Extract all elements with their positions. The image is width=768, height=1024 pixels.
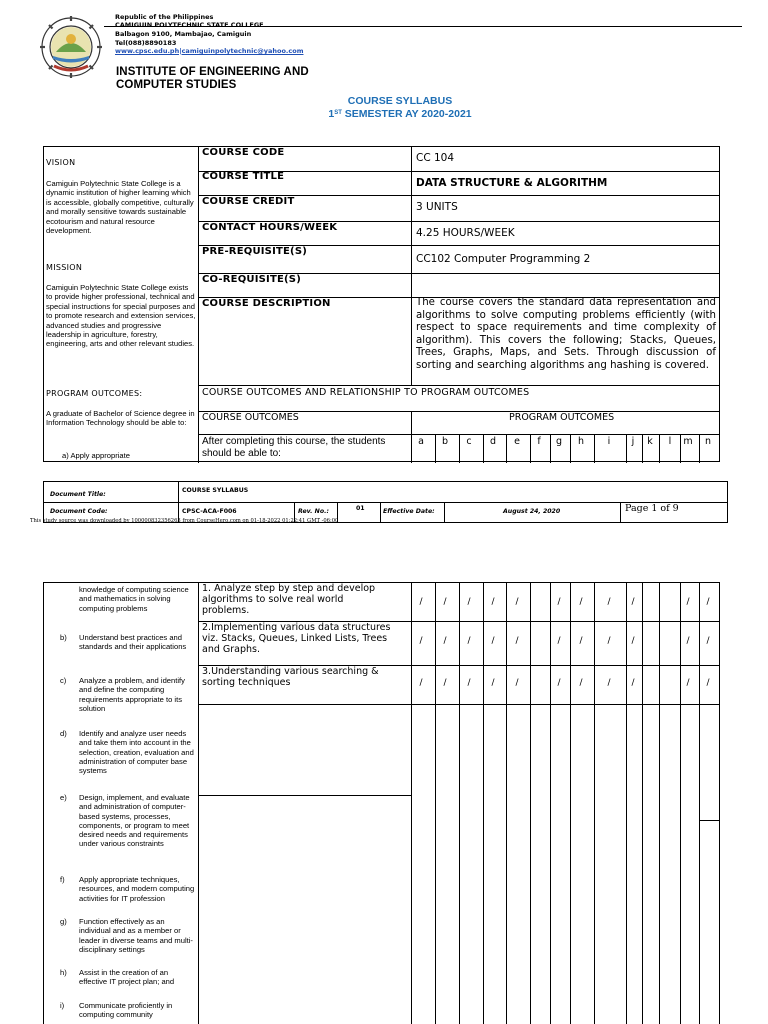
- mapping-mark: /: [557, 597, 561, 607]
- contact-hours-label: CONTACT HOURS/WEEK: [202, 222, 338, 233]
- course-outcome-1: 1. Analyze step by step and develop algorithms to solve real world problems.: [202, 583, 376, 616]
- program-outcomes-heading: PROGRAM OUTCOMES:: [46, 389, 143, 398]
- program-outcome-item-letter: d): [60, 729, 67, 738]
- program-outcome-letter-d: d: [489, 436, 497, 447]
- course-description-text: The course covers the standard data representation and algorithms to solve computing problems efficiently (with respect to space requirements and time complexity of algorithm). This covers the following; Stacks, Queues, Trees, Graphs, Maps, and Sets. Through discussion of sorting and searching algorithms ang hashing is covered.: [416, 297, 716, 371]
- semester-text: SEMESTER AY 2020-2021: [341, 108, 472, 120]
- vision-heading: VISION: [46, 158, 76, 167]
- header-address: Balbagon 9100, Mambajao, Camiguin: [115, 30, 252, 38]
- institute-line-2: COMPUTER STUDIES: [116, 78, 237, 91]
- mapping-mark: /: [631, 597, 635, 607]
- mapping-mark: /: [419, 636, 423, 646]
- revision-value: 01: [356, 505, 365, 512]
- header-republic: Republic of the Philippines: [115, 13, 214, 21]
- effective-date-label: Effective Date:: [383, 508, 435, 515]
- program-outcome-letter-l: l: [668, 436, 672, 447]
- mapping-mark: /: [631, 678, 635, 688]
- mapping-mark: /: [579, 678, 583, 688]
- mapping-mark: /: [491, 636, 495, 646]
- program-outcome-letter-n: n: [704, 436, 712, 447]
- mapping-mark: /: [443, 636, 447, 646]
- program-outcome-item-letter: f): [60, 875, 65, 884]
- header-rule: [104, 26, 742, 27]
- program-outcomes-list: [60, 0, 195, 1024]
- mapping-mark: /: [443, 597, 447, 607]
- mapping-mark: /: [686, 678, 690, 688]
- vision-text: Camiguin Polytechnic State College is a dynamic institution of higher learning which is accessible, globally competitive, culturally and morally sensitive towards sustainable ecotourism and natural resource development.: [46, 179, 194, 236]
- mapping-mark: /: [491, 597, 495, 607]
- prerequisite-value: CC102 Computer Programming 2: [416, 253, 591, 265]
- header-website-email-link[interactable]: www.cpsc.edu.ph|camiguinpolytechnic@yahoo.com: [115, 47, 304, 55]
- revision-label: Rev. No.:: [298, 508, 329, 515]
- course-credit-value: 3 UNITS: [416, 201, 458, 213]
- program-outcome-letter-a: a: [418, 436, 424, 447]
- program-outcome-item-letter: i): [60, 1001, 65, 1010]
- program-outcome-item-text: Function effectively as an individual and as a member or leader in diverse teams and multi-disciplinary settings: [79, 917, 193, 954]
- mission-heading: MISSION: [46, 263, 83, 272]
- mapping-mark: /: [607, 636, 611, 646]
- document-title-value: COURSE SYLLABUS: [182, 487, 249, 494]
- program-outcome-a-start: a) Apply appropriate: [62, 451, 130, 460]
- page-number: Page 1 of 9: [625, 503, 679, 514]
- semester-number: 1: [328, 108, 335, 120]
- effective-date-value: August 24, 2020: [503, 508, 561, 515]
- mapping-mark: /: [515, 678, 519, 688]
- course-title-value: DATA STRUCTURE & ALGORITHM: [416, 177, 608, 189]
- program-outcome-item-text: Apply appropriate techniques, resources, and modern computing activities for IT profession: [79, 875, 195, 903]
- program-outcome-letter-e: e: [514, 436, 520, 447]
- program-outcome-letter-h: h: [577, 436, 585, 447]
- program-outcome-letter-g: g: [555, 436, 563, 447]
- program-outcome-item-letter: b): [60, 633, 67, 642]
- mapping-mark: /: [686, 597, 690, 607]
- corequisite-label: CO-REQUISITE(S): [202, 274, 301, 285]
- course-code-value: CC 104: [416, 152, 455, 164]
- program-outcome-item-letter: g): [60, 917, 67, 926]
- header-telephone: Tel(088)8890183: [115, 38, 177, 47]
- program-outcome-item-letter: e): [60, 793, 67, 802]
- program-outcome-a-continued: knowledge of computing science and mathematics in solving computing problems: [79, 585, 189, 613]
- program-outcome-item-text: Assist in the creation of an effective IT project plan; and: [79, 968, 175, 987]
- mapping-mark: /: [467, 597, 471, 607]
- program-outcomes-intro: A graduate of Bachelor of Science degree in Information Technology should be able to:: [46, 409, 195, 428]
- document-code-label: Document Code:: [50, 508, 108, 515]
- mapping-mark: /: [467, 678, 471, 688]
- header-college-name: CAMIGUIN POLYTECHNIC STATE COLLEGE: [115, 21, 264, 29]
- program-outcome-item-text: Analyze a problem, and identify and define the computing requirements appropriate to its solution: [79, 676, 185, 713]
- program-outcome-item-text: Identify and analyze user needs and take them into account in the selection, creation, evaluation and administration of computer base systems: [79, 729, 194, 776]
- program-outcome-item-text: Communicate proficiently in computing community: [79, 1001, 173, 1020]
- mapping-mark: /: [706, 636, 710, 646]
- program-outcome-item-letter: c): [60, 676, 67, 685]
- program-outcome-letter-c: c: [466, 436, 472, 447]
- course-credit-label: COURSE CREDIT: [202, 196, 295, 207]
- mapping-mark: /: [686, 636, 690, 646]
- mapping-mark: /: [607, 597, 611, 607]
- program-outcome-letter-k: k: [647, 436, 653, 447]
- program-outcome-letter-j: j: [631, 436, 635, 447]
- semester-superscript: ST: [334, 110, 342, 116]
- mapping-mark: /: [706, 678, 710, 688]
- mapping-mark: /: [419, 597, 423, 607]
- course-title-label: COURSE TITLE: [202, 171, 285, 182]
- document-code-value: CPSC-ACA-F006: [182, 508, 237, 515]
- mapping-mark: /: [607, 678, 611, 688]
- course-description-label: COURSE DESCRIPTION: [202, 298, 331, 309]
- mapping-mark: /: [579, 636, 583, 646]
- mission-text: Camiguin Polytechnic State College exists to provide higher professional, technical and special instructions for special purposes and to promote research and extension services, advanced studies and progressive leadership in agriculture, forestry, engineering, arts and other relevant studies.: [46, 283, 196, 349]
- program-outcome-item-text: Understand best practices and standards and their applications: [79, 633, 187, 652]
- mapping-mark: /: [579, 597, 583, 607]
- mapping-mark: /: [631, 636, 635, 646]
- institute-line-1: INSTITUTE OF ENGINEERING AND: [116, 66, 309, 78]
- mapping-mark: /: [515, 636, 519, 646]
- program-outcome-letter-i: i: [607, 436, 611, 447]
- contact-hours-value: 4.25 HOURS/WEEK: [416, 227, 515, 239]
- program-outcome-letter-m: m: [683, 436, 693, 447]
- prerequisite-label: PRE-REQUISITE(S): [202, 246, 308, 257]
- relationship-heading: COURSE OUTCOMES AND RELATIONSHIP TO PROGRAM OUTCOMES: [202, 387, 530, 398]
- program-outcome-letter-b: b: [441, 436, 449, 447]
- completion-intro: After completing this course, the students should be able to:: [202, 436, 386, 459]
- mapping-mark: /: [706, 597, 710, 607]
- mapping-mark: /: [467, 636, 471, 646]
- mapping-mark: /: [557, 636, 561, 646]
- mapping-mark: /: [443, 678, 447, 688]
- mapping-mark: /: [419, 678, 423, 688]
- download-notice: This study source was downloaded by 100000832356263 from CourseHero.com on 01-18-2022 01:22:41 GMT -06:00: [30, 518, 339, 524]
- mapping-mark: /: [491, 678, 495, 688]
- course-outcome-2: 2.Implementing various data structures viz. Stacks, Queues, Linked Lists, Trees and Graphs.: [202, 622, 391, 655]
- program-outcomes-column-heading: PROGRAM OUTCOMES: [509, 412, 615, 423]
- document-title-label: Document Title:: [50, 491, 106, 498]
- program-outcome-item-letter: h): [60, 968, 67, 977]
- course-code-label: COURSE CODE: [202, 147, 285, 158]
- course-outcome-3: 3.Understanding various searching & sorting techniques: [202, 666, 379, 688]
- program-outcome-letter-f: f: [537, 436, 541, 447]
- syllabus-title: COURSE SYLLABUS: [347, 95, 453, 107]
- program-outcome-item-text: Design, implement, and evaluate and administration of computer-based systems, processes, components, or program to meet desired needs and requirements under various constraints: [79, 793, 190, 849]
- mapping-mark: /: [515, 597, 519, 607]
- course-outcomes-heading: COURSE OUTCOMES: [202, 412, 299, 423]
- mapping-mark: /: [557, 678, 561, 688]
